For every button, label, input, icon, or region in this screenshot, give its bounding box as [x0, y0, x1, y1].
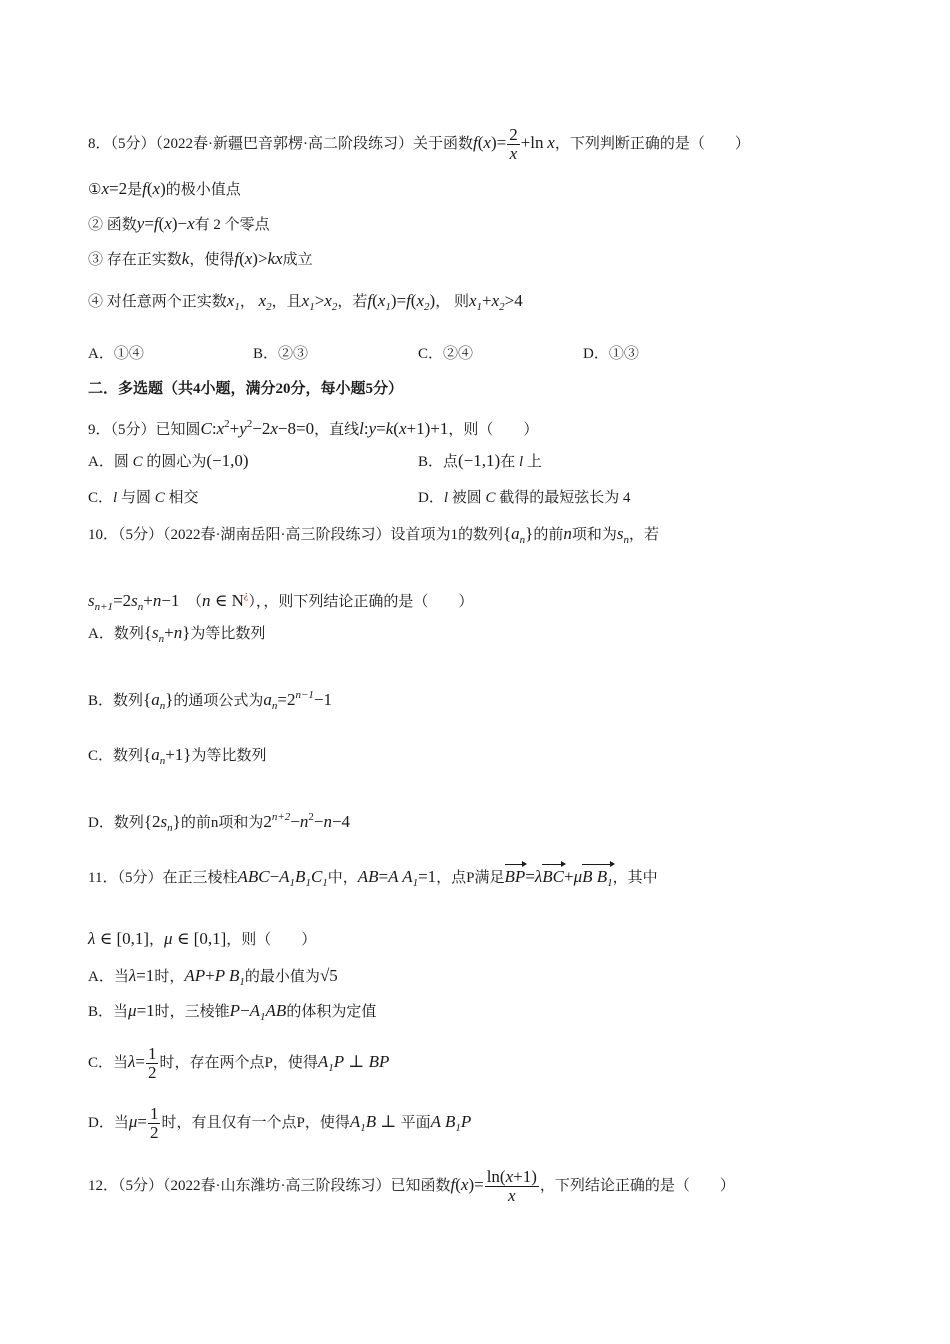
q10-stem: 10．（5分）（2022春·湖南岳阳·高三阶段练习）设首项为1的数列$\{a_n\}$的前n项和为$s_n$，若	[88, 524, 660, 546]
q9-option-d[interactable]: D．l 被圆 C 截得的最短弦长为 4	[418, 490, 631, 506]
q8-stem: 8．（5分）（2022春·新疆巴音郭楞·高二阶段练习）关于函数f(x)= $\frac{2}{x}$ +ln x，下列判断正确的是（ ）	[88, 125, 750, 163]
section-2-title: 二．多选题（共4小题，满分20分，每小题5分）	[88, 381, 404, 397]
q8-prefix: 8．（5分）（2022春·新疆巴音郭楞·高二阶段练习）关于函数	[88, 135, 473, 152]
q11-option-b[interactable]: B．当μ=1时，三棱锥$P-A_1AB$的体积为定值	[88, 1001, 377, 1023]
q8-option-a[interactable]: A．①④	[88, 346, 144, 362]
q10-option-b[interactable]: B．数列$\{a_n\}$的通项公式为$a_n=2^{n-1}-1$	[88, 689, 332, 712]
q9-option-c[interactable]: C．l 与圆 C 相交	[88, 490, 199, 506]
q10-option-c[interactable]: C．数列$\{a_n+1\}$为等比数列	[88, 745, 267, 767]
q8-item-3: ③ 存在正实数k，使得f(x)>kx成立	[88, 249, 313, 268]
q10-option-a[interactable]: A．数列$\{s_n+n\}$为等比数列	[88, 623, 266, 645]
q11-option-c[interactable]: C．当λ= $\frac{1}{2}$ 时，存在两个点P，使得$A_1P$ ⊥ BP	[88, 1044, 390, 1082]
q9-stem: 9．（5分）已知圆$C:x^2+y^2-2x-8=0$，直线l:y=k(x+1)+1，则（ ）	[88, 418, 539, 438]
q8-suffix: ，下列判断正确的是（ ）	[554, 135, 750, 152]
q8-item-4: ④ 对任意两个正实数$x_1$， $x_2$，且$x_1>x_2$，若$f(x_1)=f(x_2)$， 则$x_1+x_2>4$	[88, 291, 523, 313]
q8-item-2: ② 函数y=f(x)−x有 2 个零点	[88, 214, 270, 233]
q10-stem-line2: $s_{n+1}=2s_n+n-1$ （n ∈ N¿），，则下列结论正确的是（ ）	[88, 590, 474, 613]
q12-stem: 12．（5分）（2022春·山东潍坊·高三阶段练习）已知函数f(x)= $\frac{\ln(x+1)}{x}$ ，下列结论正确的是（ ）	[88, 1167, 735, 1205]
q10-option-d[interactable]: D．数列$\{2s_n\}$的前n项和为$2^{n+2}-n^2-n-4$	[88, 811, 351, 834]
q11-option-d[interactable]: D．当μ= $\frac{1}{2}$ 时，有且仅有一个点P，使得$A_1B$ ⊥ 平面A $B_1P$	[88, 1104, 472, 1142]
q8-fraction: $\frac{2}{x}$	[509, 125, 518, 163]
q12-fraction: $\frac{\ln(x+1)}{x}$	[486, 1167, 537, 1205]
q8-item-1: ①x=2是f(x)的极小值点	[88, 179, 241, 198]
q11-option-a[interactable]: A．当λ=1时，AP+P $B_1$的最小值为√5	[88, 966, 338, 988]
q9-option-b[interactable]: B．点(−1,1)在 l 上	[418, 451, 542, 470]
q8-func: f	[473, 132, 478, 152]
q11-stem-line2: λ ∈ [0,1]，μ ∈ [0,1]，则（ ）	[88, 929, 317, 948]
q8-option-d[interactable]: D．①③	[583, 346, 639, 362]
q9-option-a[interactable]: A．圆 C 的圆心为(−1,0)	[88, 451, 249, 470]
q11-stem: 11．（5分）在正三棱柱$ABC-A_1B_1C_1$中，AB=A $A_1=1$，点P满足BP=λBC+μB $B_1$，其中	[88, 866, 658, 894]
q8-option-c[interactable]: C．②④	[418, 346, 474, 362]
q8-option-b[interactable]: B．②③	[253, 346, 309, 362]
